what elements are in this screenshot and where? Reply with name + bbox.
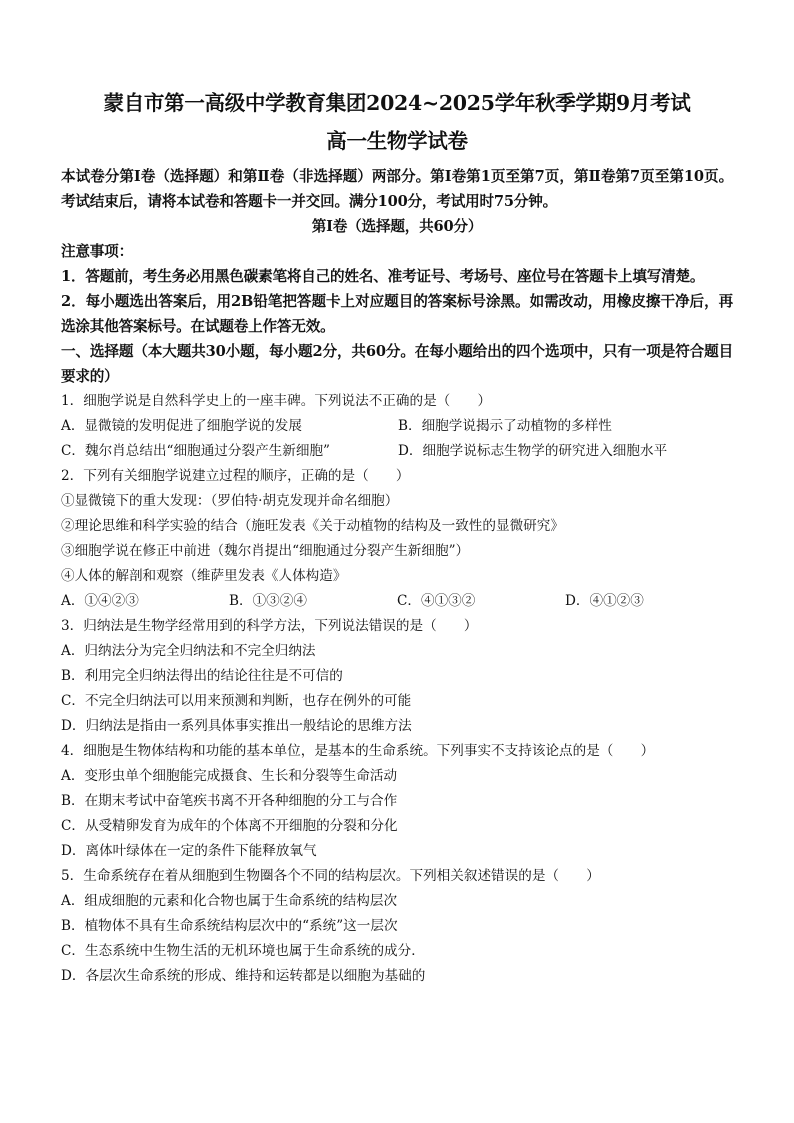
question-stem: 2．下列有关细胞学说建立过程的顺序，正确的是（ ） <box>61 468 410 484</box>
exam-title: 蒙自市第一高级中学教育集团2024~2025学年秋季学期9月考试 <box>103 91 691 115</box>
question-stem: 5．生命系统存在着从细胞到生物圈各个不同的结构层次。下列相关叙述错误的是（ ） <box>61 868 600 884</box>
notes-item: 2．每小题选出答案后，用2B铅笔把答题卡上对应题目的答案标号涂黑。如需改动，用橡皮擦干净后，再选涂其他答案标号。在试题卷上作答无效。 <box>61 293 733 335</box>
question-item: ③细胞学说在修正中前进（魏尔肖提出“细胞通过分裂产生新细胞”） <box>61 543 470 559</box>
option-d: D．各层次生命系统的形成、维持和运转都是以细胞为基础的 <box>61 968 426 984</box>
question-item: ②理论思维和科学实验的结合（施旺发表《关于动植物的结构及一致性的显微研究》 <box>61 518 564 534</box>
option-d: D．归纳法是指由一系列具体事实推出一般结论的思维方法 <box>61 718 412 734</box>
option-b: B．利用完全归纳法得出的结论往往是不可信的 <box>61 668 343 684</box>
option-row <box>61 414 733 439</box>
question-item: ①显微镜下的重大发现：（罗伯特·胡克发现并命名细胞） <box>61 493 399 509</box>
option-b: B．在期末考试中奋笔疾书离不开各种细胞的分工与合作 <box>61 793 398 809</box>
question-stem: 3．归纳法是生物学经常用到的科学方法，下列说法错误的是（ ） <box>61 618 478 634</box>
option-c: C．④①③② <box>397 593 476 609</box>
option-a: A．显微镜的发明促进了细胞学说的发展 <box>61 418 302 434</box>
option-d: D．细胞学说标志生物学的研究进入细胞水平 <box>398 443 668 459</box>
option-c: C．生态系统中生物生活的无机环境也属于生命系统的成分． <box>61 943 425 959</box>
option-row <box>61 439 733 464</box>
option-a: A．归纳法分为完全归纳法和不完全归纳法 <box>61 643 316 659</box>
question-stem: 1．细胞学说是自然科学史上的一座丰碑。下列说法不正确的是（ ） <box>61 393 492 409</box>
option-b: B．细胞学说揭示了动植物的多样性 <box>398 418 612 434</box>
option-b: B．植物体不具有生命系统结构层次中的“系统”这一层次 <box>61 918 398 934</box>
option-c: C．魏尔肖总结出“细胞通过分裂产生新细胞” <box>61 443 330 459</box>
option-c: C．不完全归纳法可以用来预测和判断，也存在例外的可能 <box>61 693 412 709</box>
exam-page <box>61 88 733 989</box>
part1-heading: 第Ⅰ卷（选择题，共60分） <box>311 218 483 235</box>
option-b: B．①③②④ <box>229 593 307 609</box>
option-row <box>61 589 733 614</box>
option-a: A．变形虫单个细胞能完成摄食、生长和分裂等生命活动 <box>61 768 398 784</box>
exam-intro: 本试卷分第Ⅰ卷（选择题）和第Ⅱ卷（非选择题）两部分。第Ⅰ卷第1页至第7页，第Ⅱ卷第7页至第10页。考试结束后，请将本试卷和答题卡一并交回。满分100分，考试用时75分钟。 <box>61 168 733 210</box>
option-a: A．①④②③ <box>61 593 139 609</box>
option-d: D．④①②③ <box>565 593 644 609</box>
section1-heading: 一、选择题（本大题共30小题，每小题2分，共60分。在每小题给出的四个选项中，只有一项是符合题目要求的） <box>61 343 733 385</box>
option-d: D．离体叶绿体在一定的条件下能释放氧气 <box>61 843 317 859</box>
notes-heading: 注意事项： <box>61 243 133 260</box>
exam-subtitle: 高一生物学试卷 <box>326 129 468 153</box>
option-c: C．从受精卵发育为成年的个体离不开细胞的分裂和分化 <box>61 818 398 834</box>
question-stem: 4．细胞是生物体结构和功能的基本单位，是基本的生命系统。下列事实不支持该论点的是（ ） <box>61 743 655 759</box>
notes-item: 1．答题前，考生务必用黑色碳素笔将自己的姓名、准考证号、考场号、座位号在答题卡上填写清楚。 <box>61 268 705 285</box>
option-a: A．组成细胞的元素和化合物也属于生命系统的结构层次 <box>61 893 398 909</box>
question-item: ④人体的解剖和观察（维萨里发表《人体构造》 <box>61 568 347 584</box>
